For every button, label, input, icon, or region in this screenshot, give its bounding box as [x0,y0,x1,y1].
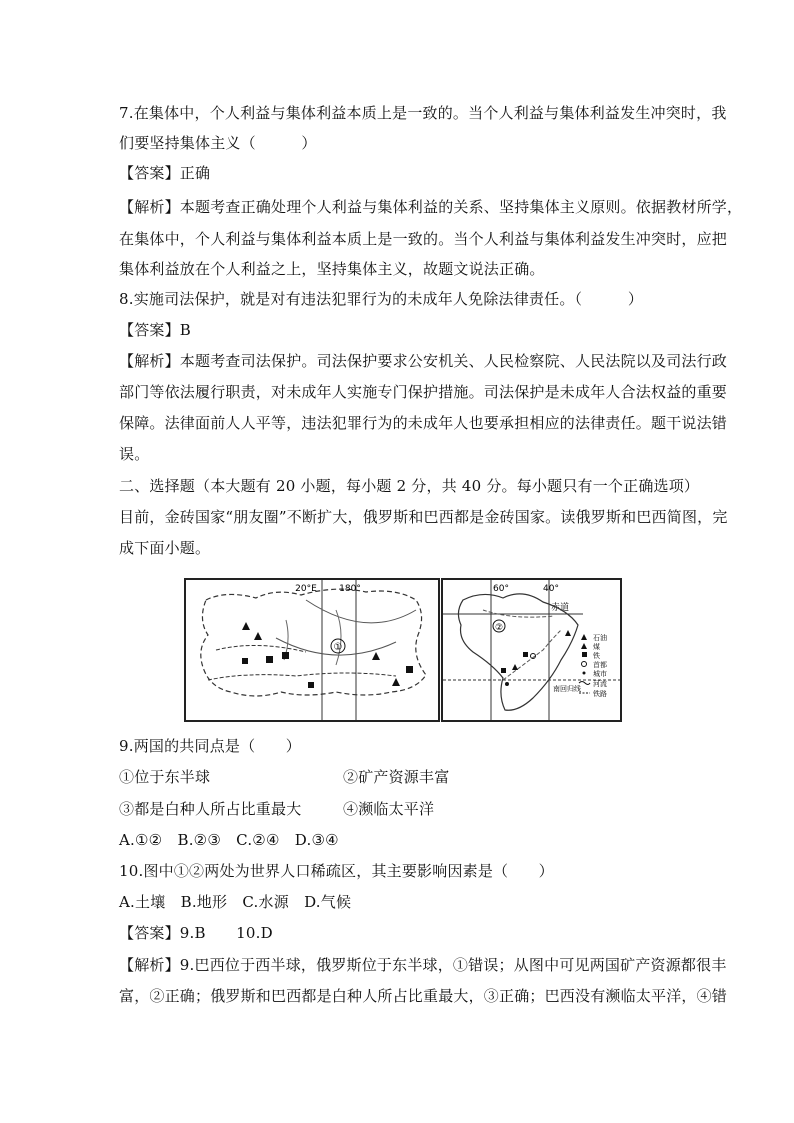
russia-map-drawing [186,580,438,720]
answer-9-10: 【答案】9.B 10.D [119,924,273,942]
lon-label-60: 60° [493,584,509,594]
lon-label-20e: 20°E [295,584,317,594]
legend-oil: 石油 [593,634,607,642]
q9-option-4: ④濒临太平洋 [343,800,435,818]
section-heading: 二、选择题（本大题有 20 小题，每小题 2 分，共 40 分。每小题只有一个正确选项） [119,477,700,495]
q9-choices: A.①② B.②③ C.②④ D.③④ [119,831,339,849]
brazil-map [441,578,622,722]
q7-stem-line2: 们要坚持集体主义（ ） [119,134,317,152]
section-intro-line1: 目前，金砖国家“朋友圈”不断扩大，俄罗斯和巴西都是金砖国家。读俄罗斯和巴西简图，完 [119,508,728,526]
equator-label: 赤道 [551,603,570,613]
q7-analysis-line2: 在集体中，个人利益与集体利益本质上是一致的。当个人利益与集体利益发生冲突时，应把 [119,230,728,248]
legend-iron: 铁 [593,652,600,660]
q9-option-1: ①位于东半球 [119,768,211,786]
legend-river: 河流 [593,680,607,688]
lon-label-40: 40° [543,584,559,594]
q10-stem: 10.图中①②两处为世界人口稀疏区，其主要影响因素是（ ） [119,862,554,880]
legend-capital: 首都 [593,661,607,669]
q7-answer: 【答案】正确 [119,164,211,182]
q7-analysis-line3: 集体利益放在个人利益之上，坚持集体主义，故题文说法正确。 [119,260,545,278]
region-2-label: ② [494,623,504,633]
q7-stem-line1: 7.在集体中，个人利益与集体利益本质上是一致的。当个人利益与集体利益发生冲突时，我 [119,104,727,122]
q9-option-2: ②矿产资源丰富 [343,768,450,786]
brazil-map-drawing [443,580,620,720]
russia-map [184,578,440,722]
q8-analysis-line2: 部门等依法履行职责，对未成年人实施专门保护措施。司法保护是未成年人合法权益的重要 [119,383,728,401]
q8-stem: 8.实施司法保护，就是对有违法犯罪行为的未成年人免除法律责任。（ ） [119,290,644,308]
q8-analysis-line1: 【解析】本题考查司法保护。司法保护要求公安机关、人民检察院、人民法院以及司法行政 [119,352,728,370]
q10-choices: A.土壤 B.地形 C.水源 D.气候 [119,893,352,911]
map-legend [579,633,607,698]
q8-analysis-line4: 误。 [119,445,150,463]
analysis-9-10-line1: 【解析】9.巴西位于西半球，俄罗斯位于东半球，①错误；从图中可见两国矿产资源都很丰 [119,956,727,974]
q8-answer: 【答案】B [119,321,192,339]
section-intro-line2: 成下面小题。 [119,539,211,557]
q7-analysis-line1: 【解析】本题考查正确处理个人利益与集体利益的关系、坚持集体主义原则。依据教材所学， [119,198,743,216]
q9-option-3: ③都是白种人所占比重最大 [119,800,302,818]
q8-analysis-line3: 保障。法律面前人人平等，违法犯罪行为的未成年人也要承担相应的法律责任。题干说法错 [119,414,728,432]
tropic-label: 南回归线 [553,685,581,693]
legend-city: 城市 [593,670,607,678]
region-1-label: ① [333,642,343,653]
legend-coal: 煤 [593,643,600,651]
analysis-9-10-line2: 富，②正确；俄罗斯和巴西都是白种人所占比重最大，③正确；巴西没有濒临太平洋，④错 [119,987,728,1005]
q9-stem: 9.两国的共同点是（ ） [119,737,301,755]
legend-railway: 铁路 [593,690,607,698]
lon-label-180: 180° [339,584,361,594]
